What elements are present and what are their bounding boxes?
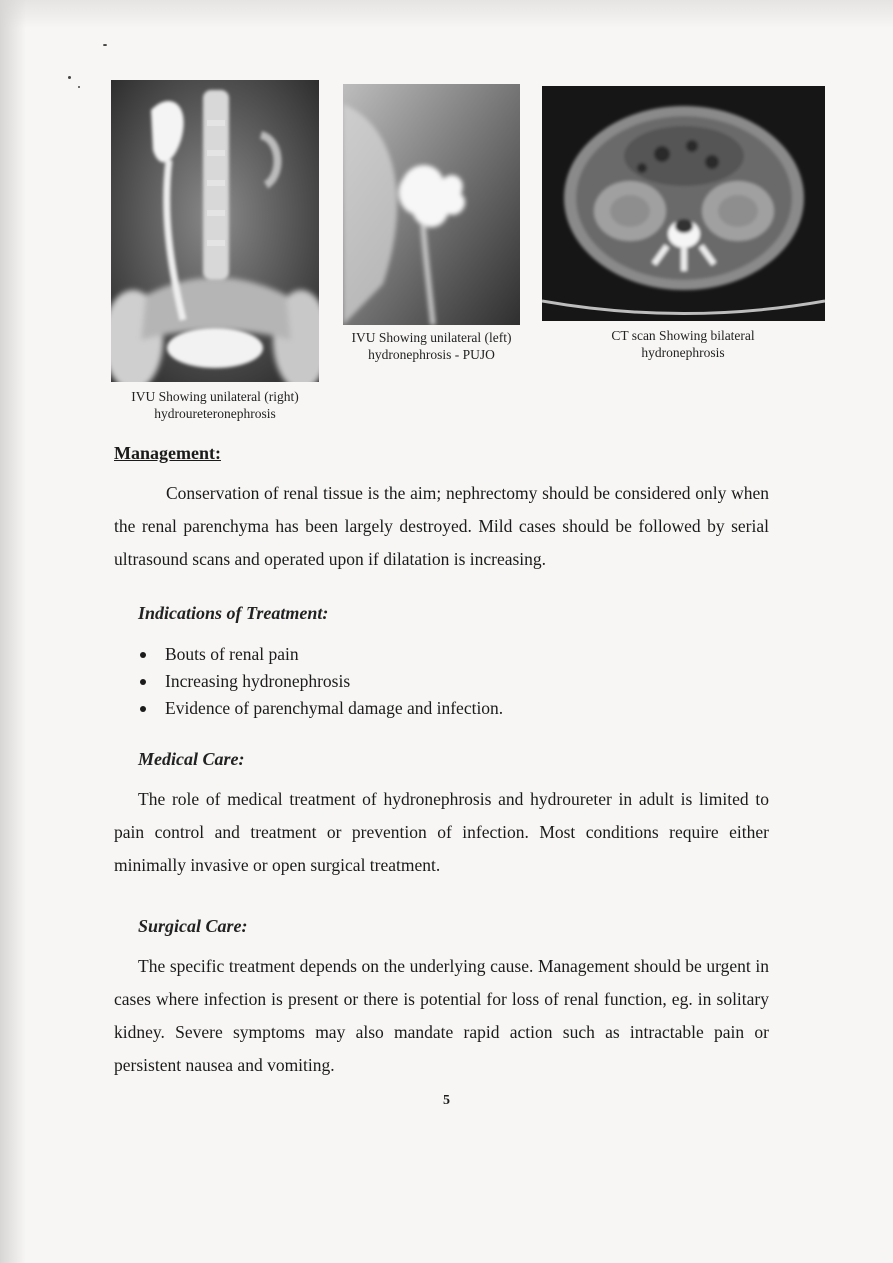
scan-speck (68, 76, 71, 79)
caption-line: IVU Showing unilateral (right) (131, 389, 299, 404)
scan-speck (78, 86, 80, 88)
medical-care-paragraph: The role of medical treatment of hydronephrosis and hydroureter in adult is limited to pain control and treatment or prevention of infection. Most conditions require either minimally invasive or open surgical treatment. (114, 789, 769, 875)
management-heading: Management: (114, 443, 221, 463)
caption-line: hydronephrosis (641, 345, 725, 360)
ivu-left-caption (333, 329, 530, 363)
ivu-left-image (343, 84, 520, 325)
scan-shadow-left (0, 0, 26, 1263)
ivu-right-caption (111, 388, 319, 422)
surgical-care-paragraph: The specific treatment depends on the underlying cause. Management should be urgent in cases where infection is present or there is potential for loss of renal function, eg. in solitary kidney. Severe symptoms may also mandate rapid action such as intractable pain or persistent nausea and vomiting. (114, 956, 769, 1075)
indications-heading: Indications of Treatment: (138, 603, 329, 623)
caption-line: IVU Showing unilateral (left) (351, 330, 512, 345)
management-paragraph: Conservation of renal tissue is the aim; nephrectomy should be considered only when the renal parenchyma has been largely destroyed. Mild cases should be followed by serial ultrasound scans and operated upon if dilatation is increasing. (114, 483, 769, 569)
scan-shadow-top (0, 0, 893, 28)
caption-line: hydronephrosis - PUJO (368, 347, 495, 362)
medical-care-heading: Medical Care: (138, 749, 245, 769)
scan-speck (103, 44, 107, 46)
surgical-care-heading: Surgical Care: (138, 916, 248, 936)
ct-scan-image (542, 86, 825, 321)
list-item: Evidence of parenchymal damage and infection. (138, 695, 503, 722)
page-number: 5 (443, 1093, 450, 1108)
caption-line: CT scan Showing bilateral (611, 328, 755, 343)
caption-line: hydroureteronephrosis (154, 406, 276, 421)
indications-list (138, 641, 503, 722)
list-item: Increasing hydronephrosis (138, 668, 503, 695)
list-item: Bouts of renal pain (138, 641, 503, 668)
ct-scan-caption (562, 327, 804, 361)
ivu-right-image (111, 80, 319, 382)
